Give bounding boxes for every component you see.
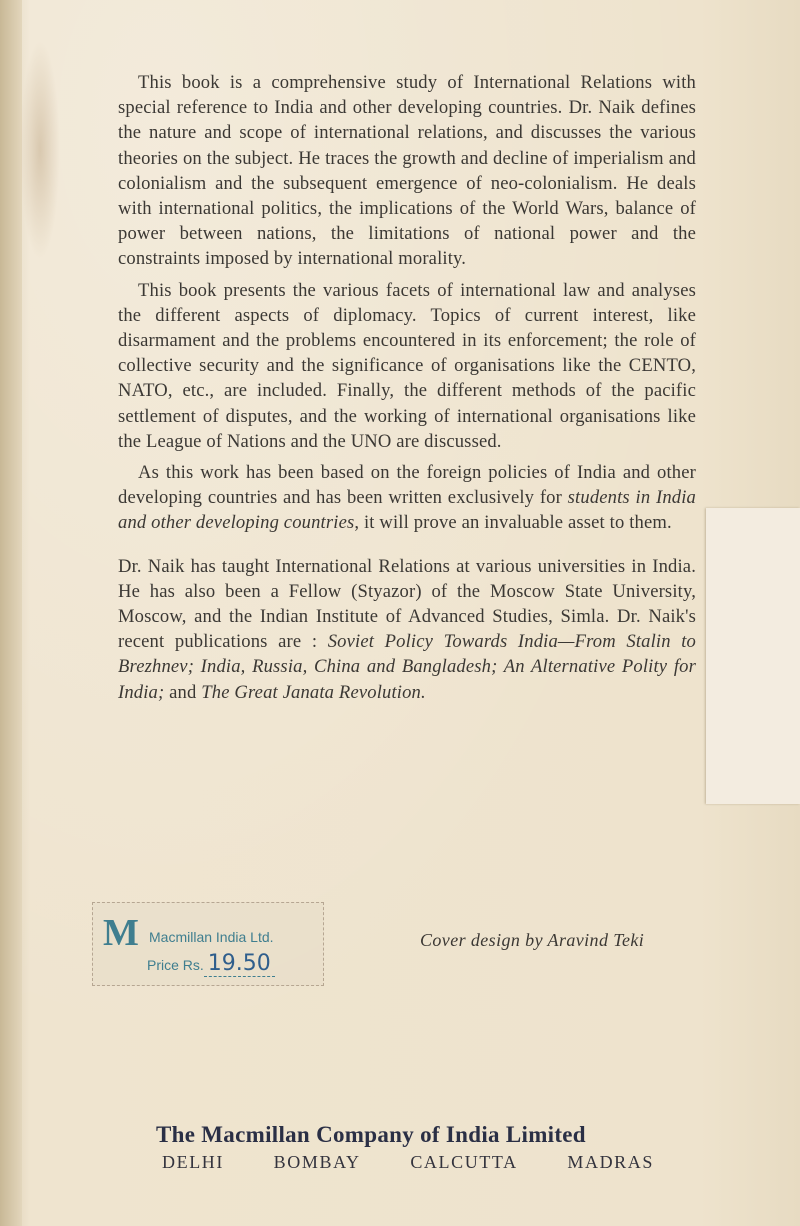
blurb-paragraph-1: This book is a comprehensive study of International Relations with special reference to India and other developing countries. Dr. Naik defines the nature and scope of international relations, and discusses the various theories on the subject. He traces the growth and decline of imperialism and colonialism and the subsequent emergence of neo-colonialism. He deals with international politics, the implications of the World Wars, balance of power between nations, the limitations of national power and the constraints imposed by international morality. [118, 72, 696, 270]
publisher-name: The Macmillan Company of India Limited [156, 1122, 586, 1147]
author-publications: Soviet Policy Towards India—From Stalin to Brezhnev; India, Russia, China and Bangladesh; An Alternative Polity for India; [118, 631, 696, 703]
price-label-price [147, 951, 275, 976]
price-label [92, 902, 324, 986]
author-bio [118, 554, 696, 705]
price-amount: 19.50 [204, 951, 275, 977]
blurb-p3-text-end: , it will prove an invaluable asset to them. [354, 512, 672, 534]
blurb-p3-text: As this work has been based on the foreign policies of India and other developing countries and has been written exclusively for [118, 462, 696, 509]
city-calcutta: CALCUTTA [410, 1152, 518, 1172]
book-blurb [118, 70, 696, 711]
blurb-paragraph-2: This book presents the various facets of international law and analyses the different aspects of diplomacy. Topics of current interest, like disarmament and the problems encountered in its enforcement; the role of collective security and the significance of organisations like the CENTO, NATO, etc., are included. Finally, the different methods of the pacific settlement of disputes, and the working of international organisations like the League of Nations and the UNO are discussed. [118, 279, 696, 452]
paper-stain [20, 40, 60, 260]
city-bombay: BOMBAY [273, 1152, 361, 1172]
city-delhi: DELHI [162, 1152, 224, 1172]
price-prefix: Price Rs. [147, 957, 204, 973]
cover-edge [0, 0, 22, 1226]
macmillan-logo: M [103, 912, 139, 954]
author-bio-and: and [164, 681, 202, 703]
cover-design-credit: Cover design by Aravind Teki [420, 930, 645, 950]
blurb-p3-italic: students in India and other developing countries [118, 487, 696, 534]
price-label-company: Macmillan India Ltd. [149, 929, 274, 945]
blurb-paragraph-3 [118, 460, 696, 536]
author-publication-last: The Great Janata Revolution. [201, 681, 426, 703]
publisher-cities [162, 1152, 654, 1173]
paper-sticker [706, 508, 800, 804]
author-bio-text: Dr. Naik has taught International Relations at various universities in India. He has also been a Fellow (Styazor) of the Moscow State University, Moscow, and the Indian Institute of Advanced Studies, Simla. Dr. Naik's recent publications are : [118, 555, 696, 653]
city-madras: MADRAS [567, 1152, 654, 1172]
